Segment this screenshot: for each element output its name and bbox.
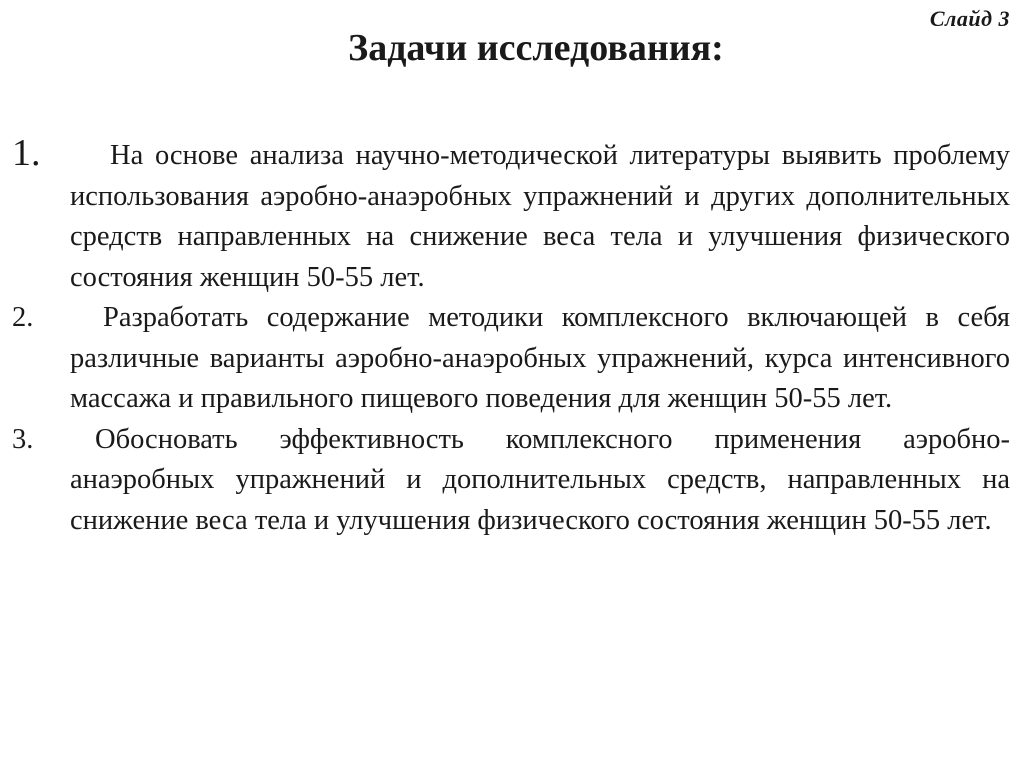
task-text: Разработать содержание методики комплексного включающей в себя различные варианты аэробно-анаэробных упражнений, курса интенсивного массажа и правильного пищевого поведения для женщин 50-55 лет. (70, 302, 1010, 414)
task-number: 2. (12, 302, 34, 333)
slide-title: Задачи исследования: (348, 27, 724, 69)
task-item-1 (0, 132, 1024, 298)
task-text: На основе анализа научно-методической литературы выявить проблему использования аэробно-анаэробных упражнений и других дополнительных средств направленных на снижение веса тела и улучшения физического состояния женщин 50-55 лет. (70, 140, 1010, 293)
slide-number: Слайд 3 (929, 6, 1010, 31)
task-item-2 (0, 298, 1024, 420)
task-number: 1. (12, 132, 41, 174)
task-list (0, 132, 1024, 541)
task-item-3 (0, 420, 1024, 542)
task-text: Обосновать эффективность комплексного применения аэробно-анаэробных упражнений и дополнительных средств, направленных на снижение веса тела и улучшения физического состояния женщин 50-55 лет. (70, 423, 1010, 536)
task-number: 3. (12, 423, 34, 455)
